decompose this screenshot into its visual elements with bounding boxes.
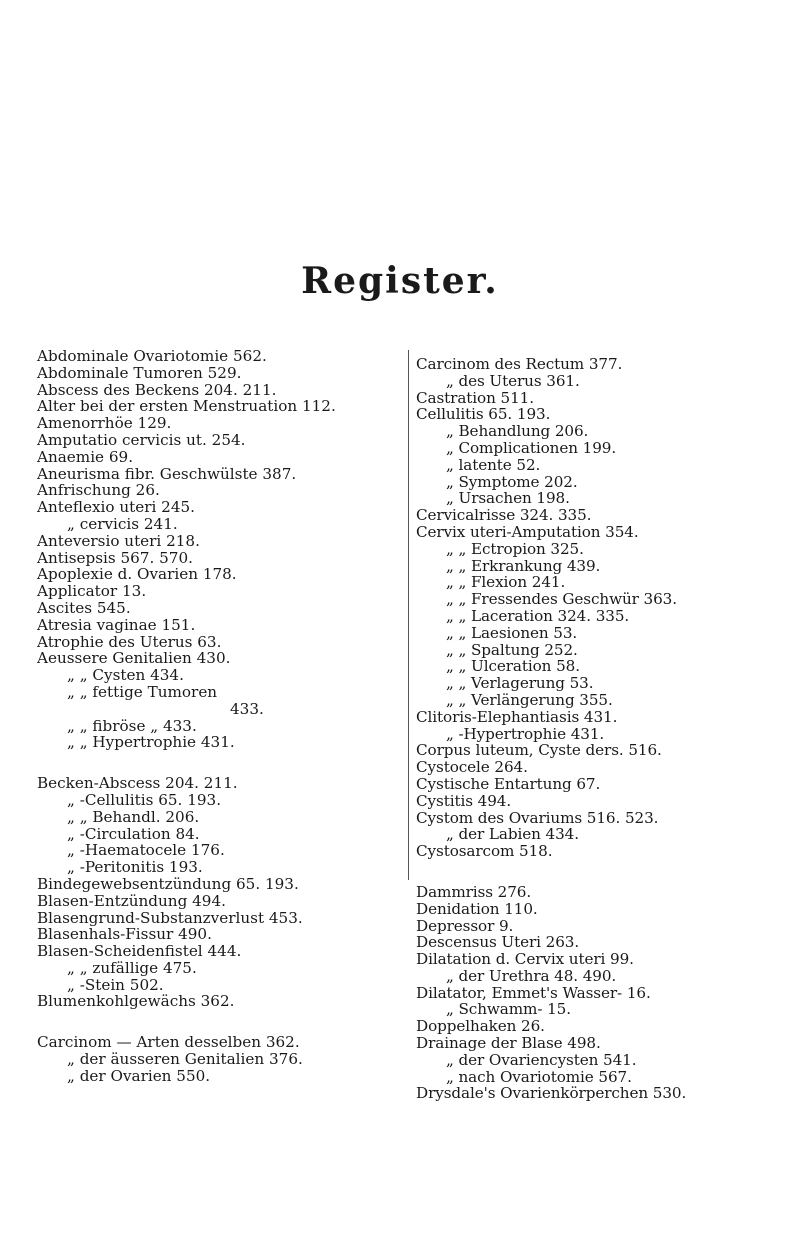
index-entry: Cystische Entartung 67.	[416, 774, 601, 793]
page-title: Register.	[301, 260, 499, 302]
index-subentry: „ „ Behandl. 206.	[67, 807, 200, 826]
index-subentry: „ „ fibröse „ 433.	[67, 716, 197, 735]
index-subentry: „ der Ovarien 550.	[67, 1066, 211, 1085]
index-continuation: 433.	[230, 699, 264, 718]
index-subentry: „ „ Verlängerung 355.	[446, 690, 613, 709]
index-entry: Blasen-Entzündung 494.	[37, 891, 226, 910]
index-subentry: „ der Labien 434.	[446, 825, 579, 844]
index-subentry: „ „ Laesionen 53.	[446, 623, 578, 642]
index-entry: Dilatation d. Cervix uteri 99.	[416, 950, 634, 969]
index-entry: Doppelhaken 26.	[416, 1017, 545, 1036]
index-entry: Applicator 13.	[37, 582, 147, 601]
index-subentry: „ -Hypertrophie 431.	[446, 724, 605, 743]
index-subentry: „ nach Ovariotomie 567.	[446, 1067, 632, 1086]
section-gap	[37, 1010, 397, 1034]
index-subentry: „ -Peritonitis 193.	[67, 858, 203, 877]
index-entry: Castration 511.	[416, 388, 534, 407]
index-entry: Abdominale Tumoren 529.	[37, 363, 242, 382]
index-entry: Apoplexie d. Ovarien 178.	[37, 565, 237, 584]
index-subentry: „ der Urethra 48. 490.	[446, 966, 617, 985]
index-column-right	[416, 356, 800, 1102]
index-entry: Alter bei der ersten Menstruation 112.	[37, 397, 336, 416]
index-subentry: „ „ zufällige 475.	[67, 958, 197, 977]
index-subentry: „ „ Spaltung 252.	[446, 640, 578, 659]
index-subentry: „ „ Ulceration 58.	[446, 657, 580, 676]
index-entry: Cystitis 494.	[416, 791, 512, 810]
index-subentry: „ „ Cysten 434.	[67, 666, 184, 685]
index-entry: Becken-Abscess 204. 211.	[37, 774, 238, 793]
index-entry: Anteversio uteri 218.	[37, 531, 200, 550]
index-entry: Blasenhals-Fissur 490.	[37, 925, 212, 944]
index-subentry: „ -Cellulitis 65. 193.	[67, 790, 222, 809]
index-subentry: „ „ Erkrankung 439.	[446, 556, 601, 575]
index-entry: Blumenkohlgewächs 362.	[37, 992, 235, 1011]
index-entry: Atrophie des Uterus 63.	[37, 632, 222, 651]
index-entry: Atresia vaginae 151.	[37, 615, 196, 634]
index-subentry: „ Symptome 202.	[446, 472, 578, 491]
index-subentry: „ des Uterus 361.	[446, 371, 580, 390]
index-entry: Dammriss 276.	[416, 882, 532, 901]
index-entry: Blasengrund-Substanzverlust 453.	[37, 908, 303, 927]
index-entry: Cellulitis 65. 193.	[416, 405, 551, 424]
index-entry: Depressor 9.	[416, 916, 514, 935]
index-subentry: „ Schwamm- 15.	[446, 1000, 571, 1019]
index-entry: Carcinom des Rectum 377.	[416, 355, 623, 373]
index-subentry: „ der Ovariencysten 541.	[446, 1050, 637, 1069]
index-entry: Drysdale's Ovarienkörperchen 530.	[416, 1084, 687, 1103]
index-entry: Dilatator, Emmet's Wasser- 16.	[416, 983, 651, 1002]
section-gap	[416, 860, 800, 884]
index-entry: Clitoris-Elephantiasis 431.	[416, 707, 618, 726]
index-entry: Cervix uteri-Amputation 354.	[416, 522, 639, 541]
index-entry: Drainage der Blase 498.	[416, 1034, 601, 1053]
index-subentry: „ „ Verlagerung 53.	[446, 674, 594, 693]
index-entry: Ascites 545.	[37, 598, 131, 617]
index-subentry: „ Complicationen 199.	[446, 438, 617, 457]
index-entry: Aneurisma fibr. Geschwülste 387.	[37, 464, 297, 483]
index-entry: Corpus luteum, Cyste ders. 516.	[416, 741, 662, 760]
index-subentry: „ der äusseren Genitalien 376.	[67, 1050, 303, 1069]
index-entry: Bindegewebsentzündung 65. 193.	[37, 874, 299, 893]
index-subentry: „ „ Flexion 241.	[446, 573, 566, 592]
index-subentry: „ latente 52.	[446, 455, 541, 474]
index-entry: Cystosarcom 518.	[416, 842, 553, 861]
index-entry: Cystom des Ovariums 516. 523.	[416, 808, 659, 827]
index-entry: Anfrischung 26.	[37, 481, 160, 500]
index-subentry: „ Behandlung 206.	[446, 422, 589, 441]
index-entry: Descensus Uteri 263.	[416, 933, 580, 952]
index-entry: Carcinom — Arten desselben 362.	[37, 1033, 300, 1052]
index-subentry: „ -Circulation 84.	[67, 824, 200, 843]
index-subentry: „ „ Hypertrophie 431.	[67, 733, 235, 752]
index-entry: Amenorrhöe 129.	[37, 414, 172, 433]
index-column-left	[37, 348, 397, 1085]
index-entry: Cervicalrisse 324. 335.	[416, 506, 592, 525]
column-divider	[408, 350, 409, 880]
index-entry: Aeussere Genitalien 430.	[37, 649, 231, 668]
index-subentry: „ „ Laceration 324. 335.	[446, 606, 630, 625]
index-subentry: „ -Haematocele 176.	[67, 841, 225, 860]
section-gap	[37, 751, 397, 775]
index-entry: Abscess des Beckens 204. 211.	[37, 380, 277, 399]
index-subentry: „ cervicis 241.	[67, 514, 178, 533]
index-entry: Anaemie 69.	[37, 447, 134, 466]
index-entry: Denidation 110.	[416, 899, 538, 918]
index-entry: Antisepsis 567. 570.	[37, 548, 193, 567]
index-subentry: „ -Stein 502.	[67, 975, 164, 994]
index-subentry: „ Ursachen 198.	[446, 489, 570, 508]
index-entry: Blasen-Scheidenfistel 444.	[37, 942, 242, 961]
index-entry: Anteflexio uteri 245.	[37, 498, 195, 517]
index-entry: Abdominale Ovariotomie 562.	[37, 347, 267, 365]
index-subentry: „ „ fettige Tumoren	[67, 682, 218, 701]
index-entry: Cystocele 264.	[416, 758, 528, 777]
index-entry: Amputatio cervicis ut. 254.	[37, 430, 246, 449]
index-subentry: „ „ Ectropion 325.	[446, 539, 584, 558]
index-subentry: „ „ Fressendes Geschwür 363.	[446, 590, 677, 609]
